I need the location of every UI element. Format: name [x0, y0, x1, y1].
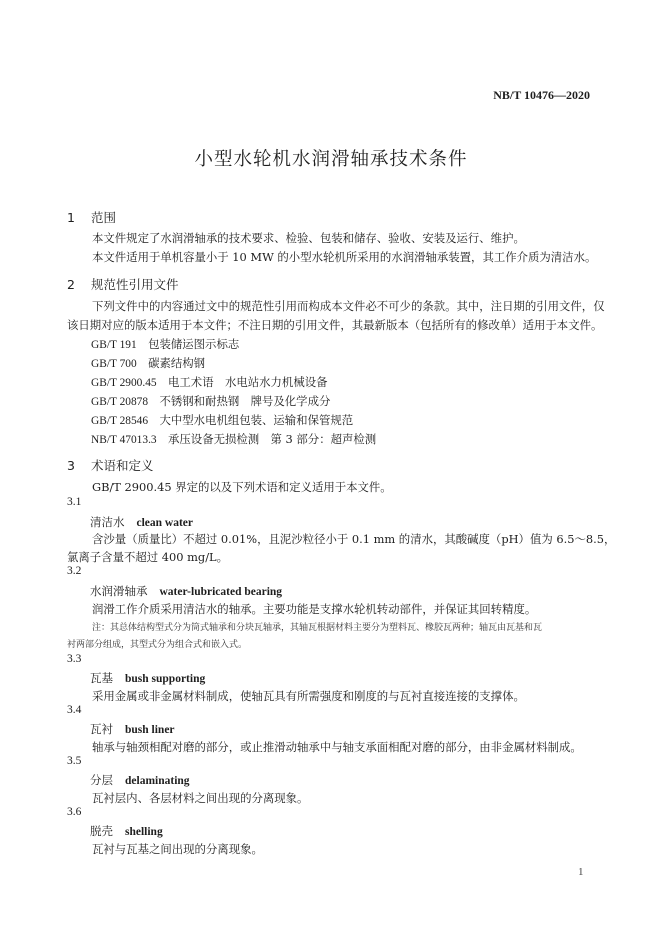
clause-number: 3.6 — [67, 806, 82, 818]
term-heading — [90, 583, 282, 599]
reference-code: GB/T 191 — [91, 339, 137, 351]
term-definition: 轴承与轴颈相配对磨的部分，或止推滑动轴承中与轴支承面相配对磨的部分，由非金属材料制成。 — [92, 740, 582, 754]
term-english: water-lubricated bearing — [159, 586, 283, 598]
term-definition: 含沙量（质量比）不超过 0.01%，且泥沙粒径小于 0.1 mm 的清水，其酸碱度（pH）值为 6.5～8.5， — [92, 532, 616, 546]
reference-title: 大中型水电机组包装、运输和保管规范 — [159, 413, 354, 427]
term-definition: 润滑工作介质采用清洁水的轴承。主要功能是支撑水轮机转动部件，并保证其回转精度。 — [92, 602, 537, 616]
clause-number: 3.5 — [67, 755, 82, 767]
section-title: 术语和定义 — [91, 458, 154, 473]
terms-intro: GB/T 2900.45 界定的以及下列术语和定义适用于本文件。 — [92, 480, 392, 494]
section-number: 3 — [67, 458, 75, 473]
section-3-heading — [67, 456, 154, 474]
clause-number: 3.2 — [67, 565, 82, 577]
term-heading — [90, 514, 193, 530]
term-chinese: 脱壳 — [90, 824, 113, 838]
clause-number: 3.1 — [67, 496, 82, 508]
term-chinese: 瓦衬 — [90, 722, 113, 736]
term-heading — [90, 721, 175, 737]
reference-item — [91, 355, 205, 371]
term-heading — [90, 772, 190, 788]
term-english: delaminating — [125, 775, 190, 787]
term-chinese: 清洁水 — [90, 515, 125, 529]
clause-number: 3.3 — [67, 653, 82, 665]
reference-code: GB/T 700 — [91, 358, 137, 370]
clause-number: 3.4 — [67, 704, 82, 716]
term-chinese: 瓦基 — [90, 671, 113, 685]
term-definition: 瓦衬层内、各层材料之间出现的分离现象。 — [92, 791, 309, 805]
term-chinese: 水润滑轴承 — [90, 584, 148, 598]
normative-intro-line-1: 下列文件中的内容通过文中的规范性引用而构成本文件必不可少的条款。其中，注日期的引用文件，仅 — [92, 299, 605, 313]
reference-title: 承压设备无损检测 第 3 部分：超声检测 — [168, 432, 377, 446]
reference-code: GB/T 28546 — [91, 415, 149, 427]
reference-item — [91, 336, 239, 352]
term-heading — [90, 670, 205, 686]
term-english: bush supporting — [125, 673, 206, 685]
reference-title: 碳素结构钢 — [148, 356, 206, 370]
term-english: shelling — [125, 826, 163, 838]
reference-title: 电工术语 水电站水力机械设备 — [168, 375, 328, 389]
term-note: 注：其总体结构型式分为筒式轴承和分块瓦轴承，其轴瓦根据材料主要分为塑料瓦、橡胶瓦两种；轴瓦由瓦基和瓦 — [92, 623, 543, 633]
term-definition: 采用金属或非金属材料制成，使轴瓦具有所需强度和刚度的与瓦衬直接连接的支撑体。 — [92, 689, 525, 703]
standard-code: NB/T 10476—2020 — [493, 88, 590, 102]
reference-code: GB/T 20878 — [91, 396, 149, 408]
reference-code: NB/T 47013.3 — [91, 434, 157, 446]
scope-paragraph-2: 本文件适用于单机容量小于 10 MW 的小型水轮机所采用的水润滑轴承装置，其工作介质为清洁水。 — [92, 250, 597, 264]
section-number: 1 — [67, 210, 75, 225]
document-title: 小型水轮机水润滑轴承技术条件 — [194, 149, 468, 170]
reference-title: 包装储运图示标志 — [148, 337, 240, 351]
reference-code: GB/T 2900.45 — [91, 377, 157, 389]
reference-title: 不锈钢和耐热钢 牌号及化学成分 — [159, 394, 331, 408]
term-english: clean water — [136, 517, 194, 529]
term-note-continued: 衬两部分组成，其型式分为组合式和嵌入式。 — [67, 640, 248, 650]
page-number: 1 — [578, 866, 584, 878]
section-number: 2 — [67, 277, 75, 292]
term-chinese: 分层 — [90, 773, 113, 787]
section-2-heading — [67, 275, 179, 293]
term-definition-continued: 氯离子含量不超过 400 mg/L。 — [67, 550, 228, 564]
section-title: 规范性引用文件 — [91, 277, 179, 292]
term-english: bush liner — [125, 724, 175, 736]
term-definition: 瓦衬与瓦基之间出现的分离现象。 — [92, 842, 263, 856]
scope-paragraph-1: 本文件规定了水润滑轴承的技术要求、检验、包装和储存、验收、安装及运行、维护。 — [92, 231, 525, 245]
section-title: 范围 — [91, 210, 117, 225]
reference-item — [91, 374, 328, 390]
section-1-heading — [67, 208, 116, 226]
normative-intro-line-2: 该日期对应的版本适用于本文件；不注日期的引用文件，其最新版本（包括所有的修改单）适用于本文件。 — [67, 318, 603, 332]
reference-item — [91, 412, 353, 428]
term-heading — [90, 823, 163, 839]
reference-item — [91, 431, 376, 447]
reference-item — [91, 393, 330, 409]
